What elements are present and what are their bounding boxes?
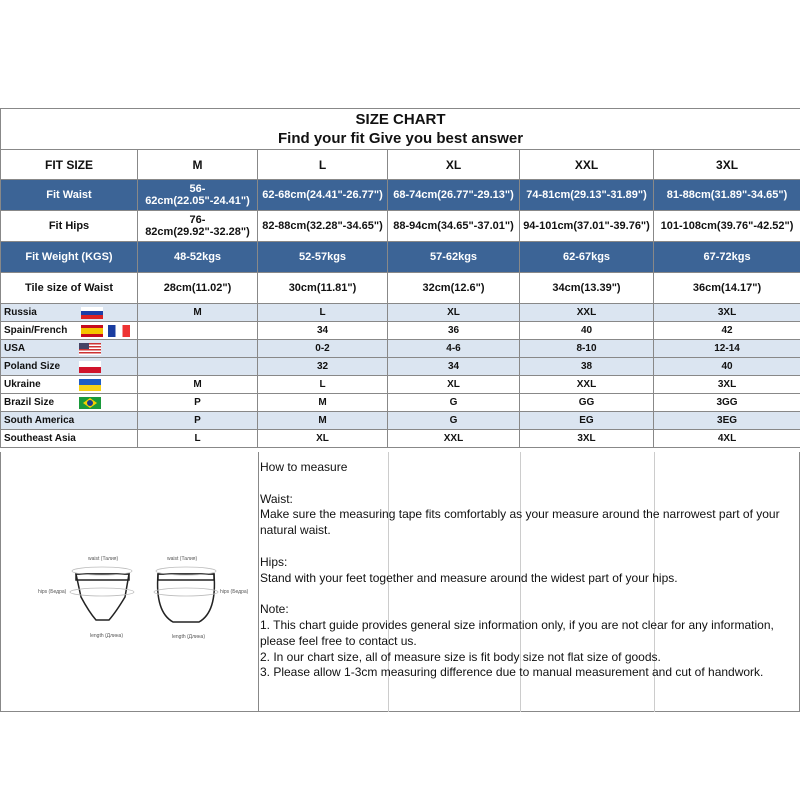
cell: 101-108cm(39.76"-42.52") <box>654 211 800 242</box>
row-label: Fit Weight (KGS) <box>1 242 138 273</box>
measure-row <box>1 180 800 211</box>
measure-guide <box>0 452 800 712</box>
cell: 38 <box>520 358 654 376</box>
country-row <box>1 394 800 412</box>
guide-line: Hips: <box>260 554 288 569</box>
header-row <box>1 150 800 180</box>
cell: 30cm(11.81") <box>258 273 388 304</box>
cell: L <box>258 304 388 322</box>
country-label: Russia <box>1 304 138 322</box>
row-label: Fit Waist <box>1 180 138 211</box>
cell: 28cm(11.02") <box>138 273 258 304</box>
cell: 74-81cm(29.13"-31.89") <box>520 180 654 211</box>
usa-flag-icon <box>79 343 101 355</box>
cell: 68-74cm(26.77"-29.13") <box>388 180 520 211</box>
country-label: Brazil Size <box>1 394 138 412</box>
brazil-flag-icon <box>79 397 101 409</box>
diagram-panel <box>1 452 259 712</box>
country-label: Southeast Asia <box>1 430 138 448</box>
country-row <box>1 340 800 358</box>
cell: XXL <box>388 430 520 448</box>
cell: 34 <box>258 322 388 340</box>
header-cell: XL <box>388 150 520 180</box>
row-label: Tile size of Waist <box>1 273 138 304</box>
cell: P <box>138 394 258 412</box>
waist-label: waist (Талия) <box>167 556 198 562</box>
cell: GG <box>520 394 654 412</box>
cell: 56-62cm(22.05"-24.41") <box>138 180 258 211</box>
cell: G <box>388 412 520 430</box>
cell: 32cm(12.6") <box>388 273 520 304</box>
header-cell: XXL <box>520 150 654 180</box>
country-label: Spain/French <box>1 322 138 340</box>
country-label: Poland Size <box>1 358 138 376</box>
guide-line <box>260 476 800 492</box>
country-row <box>1 412 800 430</box>
cell: 34 <box>388 358 520 376</box>
cell: 67-72kgs <box>654 242 800 273</box>
cell: XL <box>258 430 388 448</box>
header-cell: FIT SIZE <box>1 150 138 180</box>
cell: M <box>258 394 388 412</box>
cell: 81-88cm(31.89"-34.65") <box>654 180 800 211</box>
country-row <box>1 304 800 322</box>
waist-label: waist (Талия) <box>88 556 119 562</box>
cell: 94-101cm(37.01"-39.76") <box>520 211 654 242</box>
cell: XL <box>388 304 520 322</box>
cell: M <box>138 304 258 322</box>
guide-line: Waist: <box>260 491 293 506</box>
row-label: Fit Hips <box>1 211 138 242</box>
cell: 42 <box>654 322 800 340</box>
cell: 12-14 <box>654 340 800 358</box>
cell: 36cm(14.17") <box>654 273 800 304</box>
cell: 40 <box>520 322 654 340</box>
length-label: length (Длина) <box>172 634 205 640</box>
cell: 4XL <box>654 430 800 448</box>
cell: XXL <box>520 304 654 322</box>
country-label: USA <box>1 340 138 358</box>
cell: XL <box>388 376 520 394</box>
cell: L <box>258 376 388 394</box>
measure-row <box>1 273 800 304</box>
header-cell: M <box>138 150 258 180</box>
cell <box>138 322 258 340</box>
cell: 36 <box>388 322 520 340</box>
size-table <box>0 108 800 448</box>
country-row <box>1 358 800 376</box>
header-cell: 3XL <box>654 150 800 180</box>
cell: M <box>138 376 258 394</box>
cell: 3XL <box>520 430 654 448</box>
size-chart <box>0 108 800 448</box>
cell: 0-2 <box>258 340 388 358</box>
cell: M <box>258 412 388 430</box>
guide-line <box>260 539 800 555</box>
guide-line: How to measure <box>260 460 348 474</box>
country-row <box>1 376 800 394</box>
country-label: South America <box>1 412 138 430</box>
underwear-diagram <box>1 452 258 712</box>
cell: 82-88cm(32.28"-34.65") <box>258 211 388 242</box>
cell: G <box>388 394 520 412</box>
guide-line <box>260 586 800 602</box>
cell: 88-94cm(34.65"-37.01") <box>388 211 520 242</box>
cell: 62-68cm(24.41"-26.77") <box>258 180 388 211</box>
guide-line: Note: <box>260 602 289 617</box>
chart-subtitle: Find your fit Give you best answer <box>278 130 524 147</box>
france-flag-icon <box>108 325 130 337</box>
cell: 3GG <box>654 394 800 412</box>
cell: 32 <box>258 358 388 376</box>
hips-label: hips (Бедра) <box>38 589 67 595</box>
guide-line: 3. Please allow 1-3cm measuring difference due to manual measurement and cut of handwork. <box>260 665 764 680</box>
guide-line: 2. In our chart size, all of measure size is fit body size not flat size of goods. <box>260 649 661 664</box>
cell: 3EG <box>654 412 800 430</box>
cell: 52-57kgs <box>258 242 388 273</box>
how-to-measure-text <box>260 460 800 681</box>
hips-label: hips (Бедра) <box>220 589 249 595</box>
cell: 57-62kgs <box>388 242 520 273</box>
cell: 48-52kgs <box>138 242 258 273</box>
guide-line: 1. This chart guide provides general size information only, if you are not clear for any information, please feel free to contact us. <box>260 617 774 648</box>
cell: 4-6 <box>388 340 520 358</box>
measure-row <box>1 211 800 242</box>
cell: P <box>138 412 258 430</box>
country-label: Ukraine <box>1 376 138 394</box>
chart-title: SIZE CHART Find your fit Give you best answer <box>1 109 800 150</box>
cell <box>138 358 258 376</box>
cell: 3XL <box>654 376 800 394</box>
length-label: length (Длина) <box>90 633 123 639</box>
russia-flag-icon <box>81 307 103 319</box>
cell: EG <box>520 412 654 430</box>
country-row <box>1 430 800 448</box>
spain-flag-icon <box>81 325 103 337</box>
country-row <box>1 322 800 340</box>
cell <box>138 340 258 358</box>
ukraine-flag-icon <box>79 379 101 391</box>
guide-line: Stand with your feet together and measure around the widest part of your hips. <box>260 570 678 585</box>
header-cell: L <box>258 150 388 180</box>
cell: 3XL <box>654 304 800 322</box>
cell: 34cm(13.39") <box>520 273 654 304</box>
measure-row <box>1 242 800 273</box>
cell: 62-67kgs <box>520 242 654 273</box>
guide-line: Make sure the measuring tape fits comfortably as your measure around the narrowest part of your natural waist. <box>260 507 780 538</box>
cell: XXL <box>520 376 654 394</box>
poland-flag-icon <box>79 361 101 373</box>
cell: 8-10 <box>520 340 654 358</box>
cell: 76-82cm(29.92"-32.28") <box>138 211 258 242</box>
cell: 40 <box>654 358 800 376</box>
cell: L <box>138 430 258 448</box>
